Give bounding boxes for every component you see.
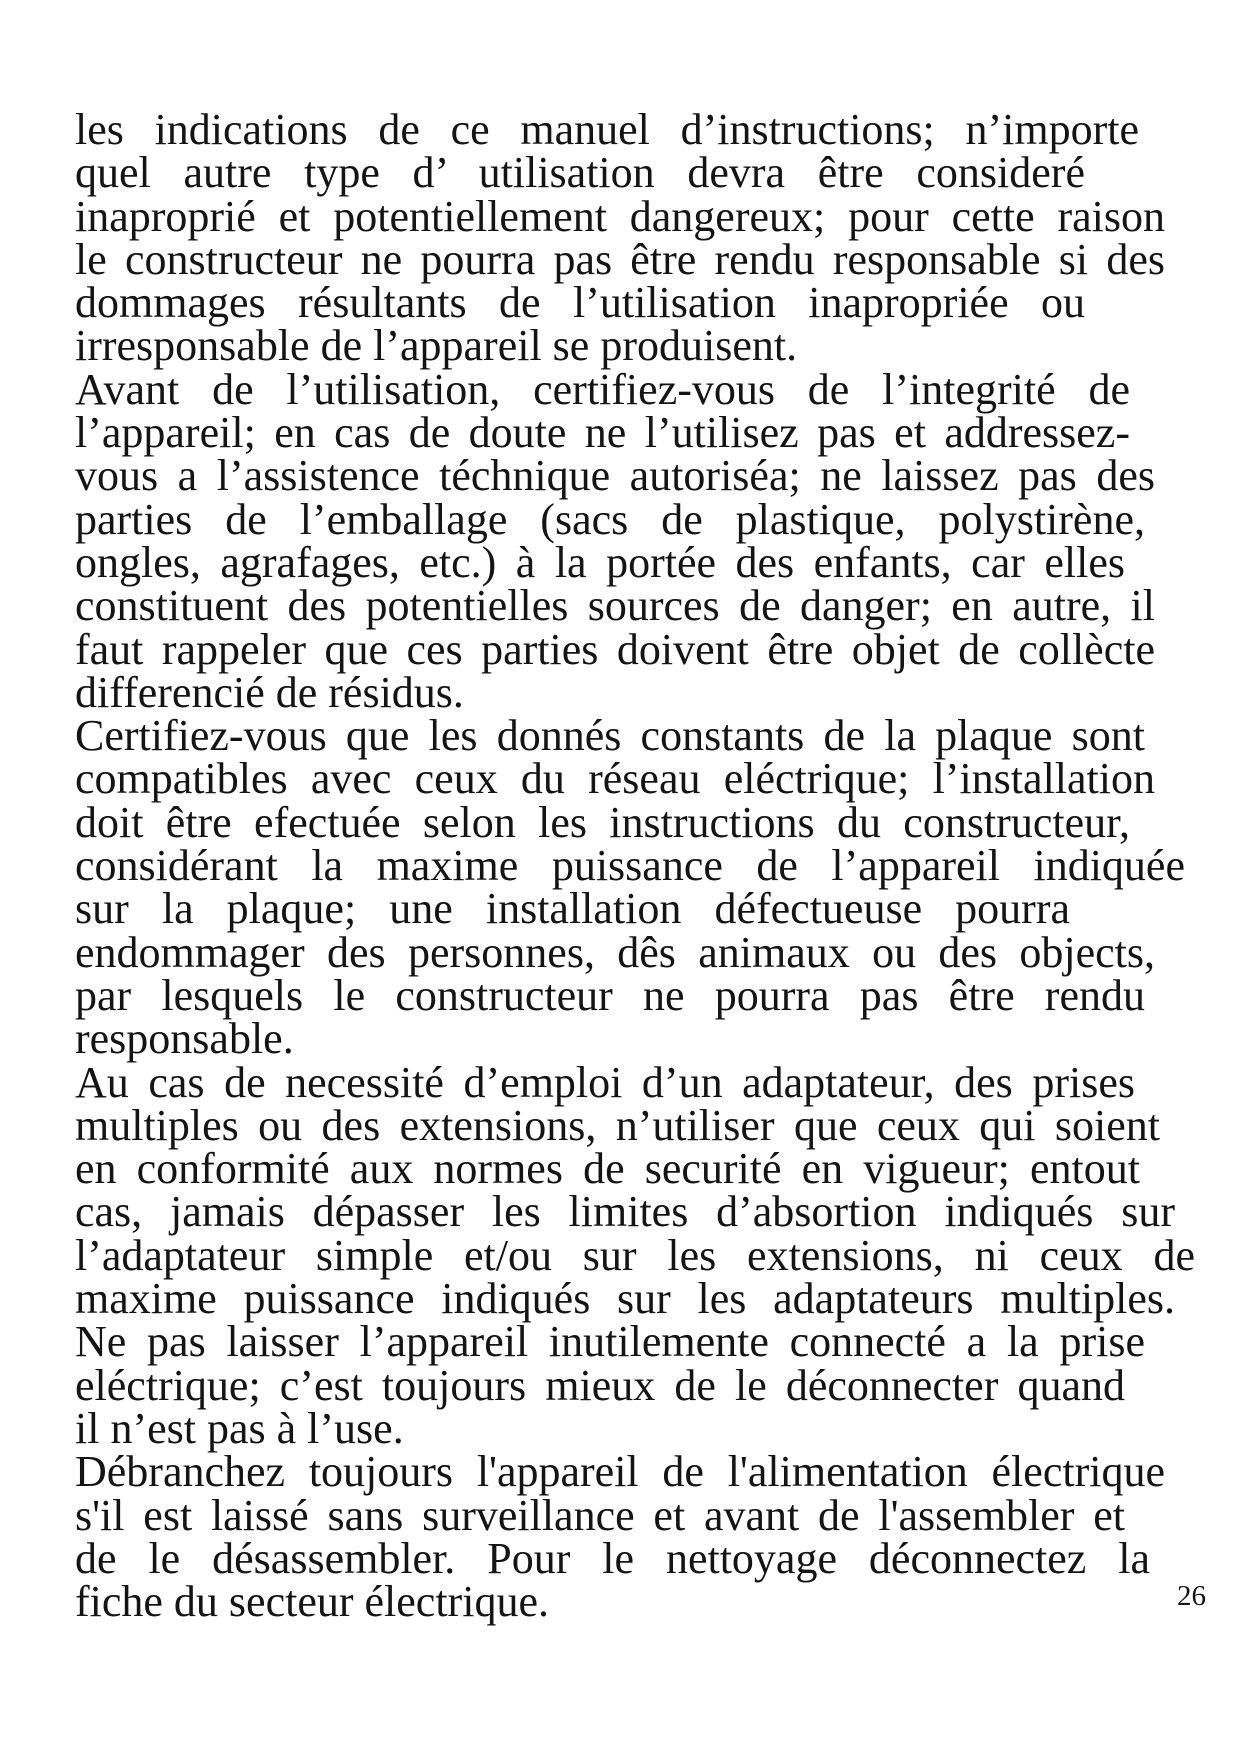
text-line: s'il est laissé sans surveillance et avant de l'assembler et [75, 1490, 1125, 1540]
text-line: sur la plaque; une installation défectueuse pourra [75, 884, 1070, 934]
text-line: l’appareil; en cas de doute ne l’utilisez pas et addressez- [75, 408, 1130, 458]
text-line: Au cas de necessité d’emploi d’un adaptateur, des prises [75, 1057, 1135, 1107]
text-line: ongles, agrafages, etc.) à la portée des enfants, car elles [75, 537, 1125, 587]
text-line: parties de l’emballage (sacs de plastique, polystirène, [75, 494, 1145, 544]
text-line: constituent des potentielles sources de danger; en autre, il [75, 581, 1155, 631]
text-line: considérant la maxime puissance de l’appareil indiquée [75, 841, 1185, 891]
text-line: inaproprié et potentiellement dangereux; pour cette raison [75, 191, 1165, 241]
text-line: quel autre type d’ utilisation devra être consideré [75, 148, 1085, 198]
text-line: fiche du secteur électrique. [75, 1577, 549, 1627]
text-line: endommager des personnes, dês animaux ou des objects, [75, 927, 1155, 977]
text-line: doit être efectuée selon les instructions du constructeur, [75, 797, 1130, 847]
text-line: faut rappeler que ces parties doivent être objet de collècte [75, 624, 1155, 674]
text-line: responsable. [75, 1014, 294, 1064]
text-line: Ne pas laisser l’appareil inutilemente connecté a la prise [75, 1317, 1145, 1367]
text-line: Débranchez toujours l'appareil de l'alimentation électrique [75, 1447, 1165, 1497]
text-line: en conformité aux normes de securité en vigueur; entout [75, 1144, 1140, 1194]
text-line: irresponsable de l’appareil se produisent. [75, 321, 798, 371]
text-line: de le désassembler. Pour le nettoyage déconnectez la [75, 1533, 1150, 1583]
text-line: le constructeur ne pourra pas être rendu responsable si des [75, 234, 1165, 284]
text-line: cas, jamais dépasser les limites d’absortion indiqués sur [75, 1187, 1175, 1237]
text-line: maxime puissance indiqués sur les adaptateurs multiples. [75, 1274, 1175, 1324]
body-text [75, 105, 1205, 1627]
text-line: vous a l’assistence téchnique autoriséa; ne laissez pas des [75, 451, 1155, 501]
text-line: eléctrique; c’est toujours mieux de le déconnecter quand [75, 1360, 1125, 1410]
text-line: l’adaptateur simple et/ou sur les extensions, ni ceux de [75, 1230, 1195, 1280]
text-line: il n’est pas à l’use. [75, 1403, 404, 1453]
text-line: compatibles avec ceux du réseau eléctrique; l’installation [75, 754, 1155, 804]
text-line: les indications de ce manuel d’instructions; n’importe [75, 105, 1139, 154]
text-line: Avant de l’utilisation, certifiez-vous de l’integrité de [75, 364, 1130, 414]
page-number: 26 [1177, 1580, 1206, 1612]
text-line: multiples ou des extensions, n’utiliser que ceux qui soient [75, 1100, 1160, 1150]
text-line: Certifiez-vous que les donnés constants de la plaque sont [75, 711, 1145, 761]
text-line: differencié de résidus. [75, 667, 464, 717]
text-line: par lesquels le constructeur ne pourra pas être rendu [75, 970, 1145, 1020]
text-line: dommages résultants de l’utilisation inapropriée ou [75, 278, 1085, 328]
